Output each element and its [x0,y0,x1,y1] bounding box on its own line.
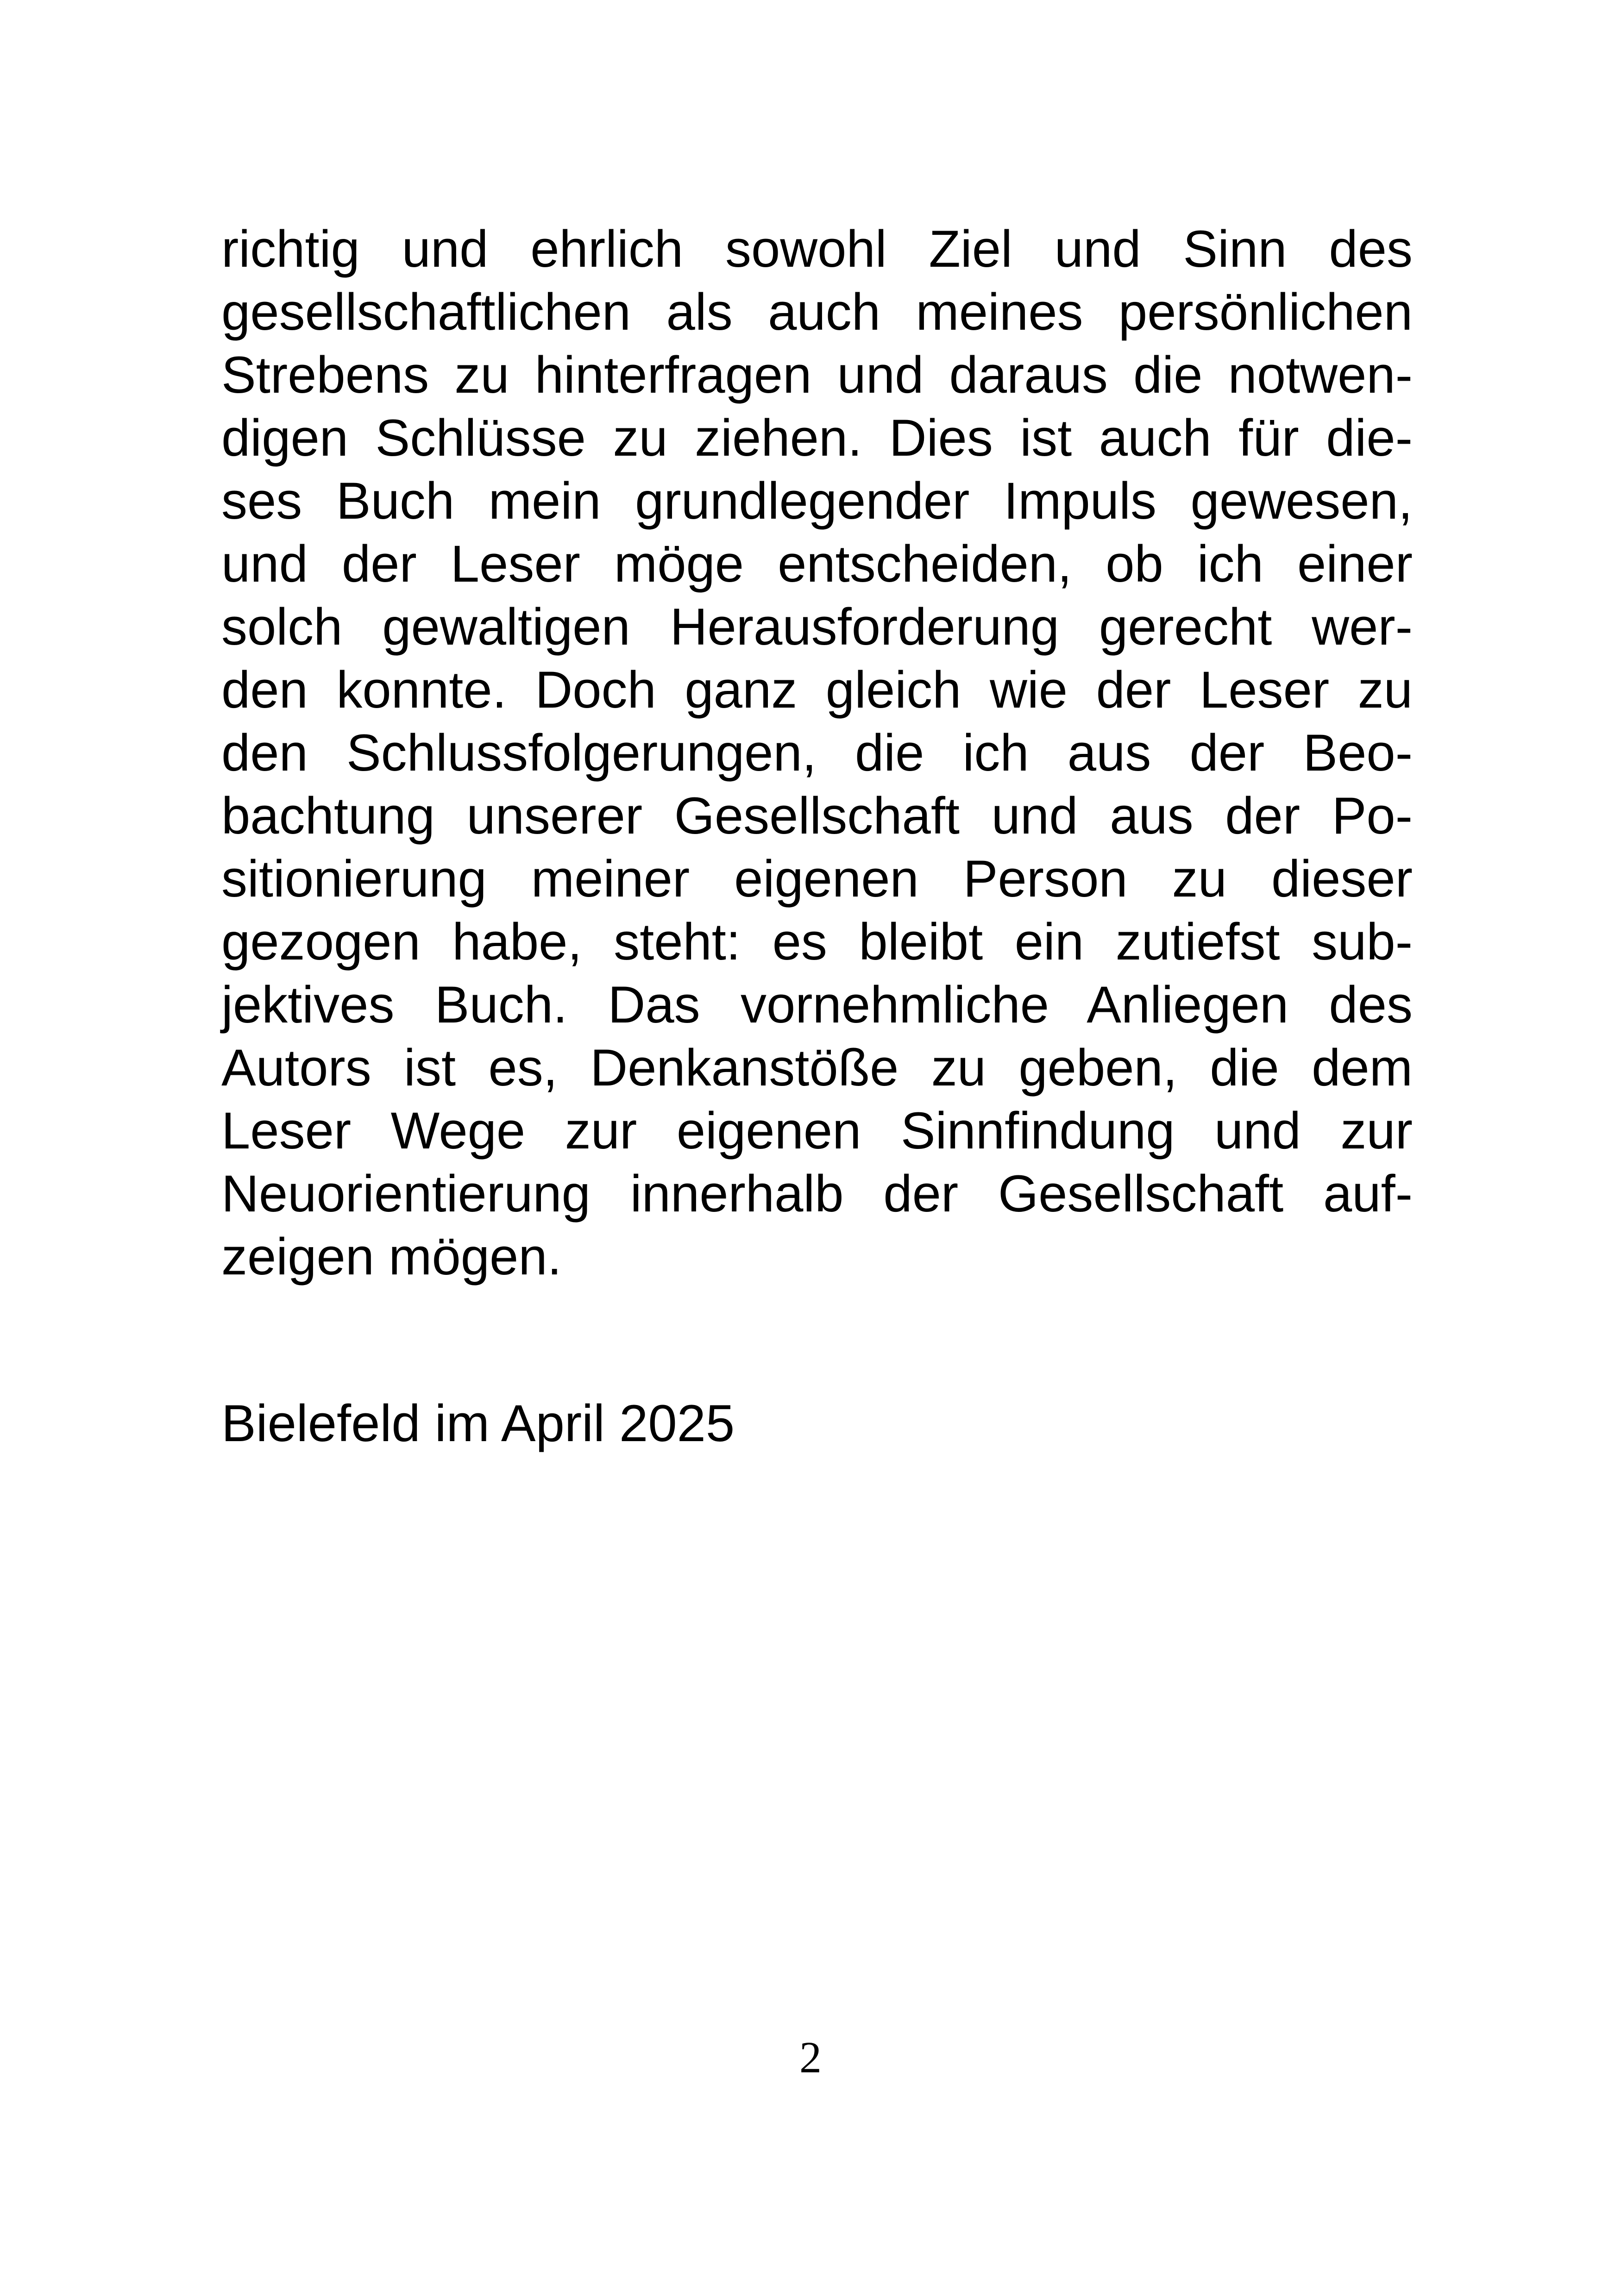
page-number: 2 [799,2033,822,2082]
text-line: Neuorientierung innerhalb der Gesellschaft auf- [221,1165,1413,1223]
text-line: gezogen habe, steht: es bleibt ein zutiefst sub- [221,913,1413,971]
text-line-last: zeigen mögen. [221,1228,562,1286]
place-and-date: Bielefeld im April 2025 [221,1394,735,1452]
text-line: den konnte. Doch ganz gleich wie der Leser zu [221,661,1413,719]
text-line: gesellschaftlichen als auch meines persönlichen [221,283,1413,341]
text-line: Leser Wege zur eigenen Sinnfindung und zur [221,1102,1413,1160]
text-line: richtig und ehrlich sowohl Ziel und Sinn des [221,220,1413,278]
text-line: ses Buch mein grundlegender Impuls gewesen, [221,472,1413,530]
text-line: solch gewaltigen Herausforderung gerecht wer- [221,598,1413,656]
body-paragraph [221,218,1413,1288]
text-line: jektives Buch. Das vornehmliche Anliegen des [221,976,1413,1034]
text-line: sitionierung meiner eigenen Person zu dieser [221,850,1413,908]
text-line: Strebens zu hinterfragen und daraus die notwen- [221,346,1413,404]
text-line: und der Leser möge entscheiden, ob ich einer [221,535,1413,593]
text-line: digen Schlüsse zu ziehen. Dies ist auch für die- [221,409,1413,467]
text-line: den Schlussfolgerungen, die ich aus der Beo- [221,724,1413,782]
text-line: Autors ist es, Denkanstöße zu geben, die dem [221,1039,1413,1097]
text-line: bachtung unserer Gesellschaft und aus der Po- [221,787,1413,845]
